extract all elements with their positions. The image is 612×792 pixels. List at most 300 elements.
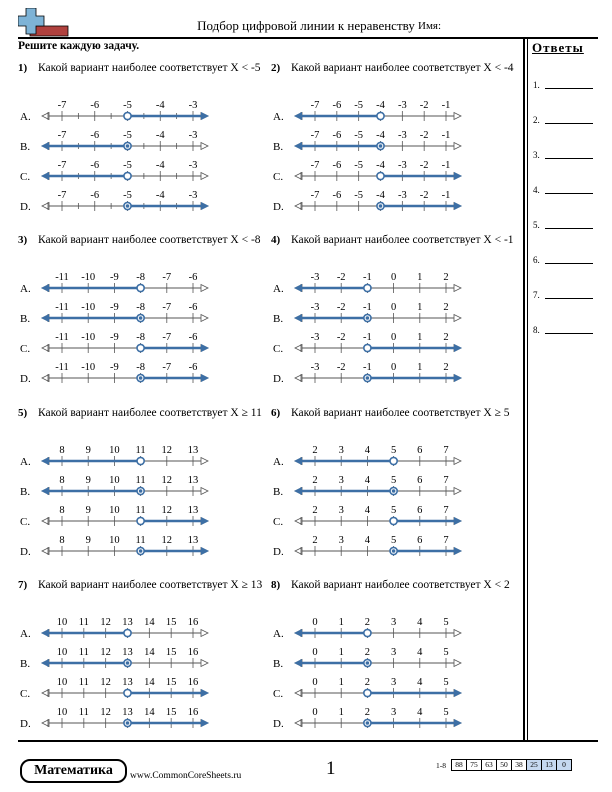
tick-label: -6	[188, 302, 198, 313]
tick-label: 3	[390, 617, 397, 628]
right-arrow-icon	[201, 315, 208, 322]
tick-label: 10	[109, 505, 120, 516]
tick-label: -2	[419, 130, 429, 141]
option-c[interactable]	[273, 156, 453, 186]
closed-circle-dot	[379, 144, 383, 148]
tick-label: 16	[187, 707, 199, 718]
option-a[interactable]	[273, 96, 453, 126]
option-label: A.	[273, 111, 284, 123]
number-line	[20, 613, 202, 643]
right-arrow-icon	[201, 488, 208, 495]
tick-label: -1	[363, 302, 372, 313]
option-d[interactable]	[20, 703, 200, 733]
tick-label: -1	[363, 272, 372, 283]
ray-arrow-icon	[294, 629, 302, 637]
option-label: D.	[20, 373, 31, 385]
right-arrow-icon	[454, 143, 461, 150]
tick-label: -4	[376, 190, 385, 201]
problem-number: 1)	[18, 62, 28, 74]
tick-label: 1	[417, 332, 423, 343]
tick-label: 15	[165, 647, 177, 658]
right-arrow-icon	[454, 660, 461, 667]
answer-blank[interactable]	[545, 263, 593, 264]
option-label: D.	[20, 718, 31, 730]
option-d[interactable]	[20, 358, 200, 388]
tick-label: 7	[443, 445, 449, 456]
tick-label: 0	[312, 647, 318, 658]
tick-label: -1	[363, 362, 372, 373]
option-label: C.	[20, 688, 31, 700]
problem-question: Какой вариант наиболее соответствует X < -4	[291, 62, 514, 74]
option-b[interactable]	[20, 643, 200, 673]
number-line	[20, 268, 202, 298]
number-line	[273, 298, 455, 328]
ray-arrow-icon	[454, 172, 462, 180]
tick-label: 9	[85, 475, 91, 486]
answer-blank[interactable]	[545, 158, 593, 159]
tick-label: 7	[443, 475, 449, 486]
tick-label: 12	[100, 707, 111, 718]
tick-label: 3	[338, 535, 344, 546]
tick-label: 13	[122, 647, 133, 658]
number-line	[273, 96, 455, 126]
answer-number: 6.	[533, 255, 540, 265]
closed-circle-dot	[126, 204, 130, 208]
tick-label: -4	[155, 160, 165, 171]
tick-label: -3	[188, 190, 198, 201]
tick-label: 11	[135, 445, 146, 456]
problem-question: Какой вариант наиболее соответствует X ≥ 11	[38, 407, 262, 419]
tick-label: -8	[136, 362, 145, 373]
tick-label: -5	[123, 130, 132, 141]
tick-label: -9	[110, 272, 119, 283]
answer-row	[533, 115, 598, 125]
tick-label: 8	[59, 505, 65, 516]
tick-label: 5	[443, 707, 449, 718]
tick-label: 13	[187, 535, 199, 546]
tick-label: 16	[187, 617, 199, 628]
tick-label: 0	[390, 362, 397, 373]
option-b[interactable]	[273, 643, 453, 673]
closed-circle-dot	[126, 721, 130, 725]
ray-arrow-icon	[41, 142, 49, 150]
tick-label: 8	[59, 535, 65, 546]
tick-label: 4	[364, 475, 371, 486]
tick-label: 10	[56, 617, 68, 628]
option-label: A.	[20, 111, 31, 123]
number-line	[20, 186, 202, 216]
ray-arrow-icon	[41, 172, 49, 180]
tick-label: 0	[390, 302, 397, 313]
option-label: C.	[273, 516, 284, 528]
ray-arrow-icon	[41, 457, 49, 465]
problem-8	[271, 579, 516, 739]
number-line	[273, 268, 455, 298]
tick-label: 1	[417, 362, 423, 373]
option-c[interactable]	[273, 673, 453, 703]
right-arrow-icon	[201, 458, 208, 465]
ray-arrow-icon	[294, 659, 302, 667]
score-cell: 75	[466, 759, 482, 771]
option-a[interactable]	[20, 268, 200, 298]
closed-circle-dot	[392, 489, 396, 493]
tick-label: -5	[123, 160, 132, 171]
answer-number: 7.	[533, 290, 540, 300]
tick-label: 3	[390, 647, 397, 658]
right-arrow-icon	[201, 630, 208, 637]
tick-label: 0	[390, 332, 397, 343]
open-circle	[124, 112, 131, 119]
answer-row	[533, 290, 598, 300]
tick-label: -8	[136, 272, 145, 283]
tick-label: 7	[443, 505, 449, 516]
tick-label: -7	[310, 160, 320, 171]
closed-circle-dot	[366, 661, 370, 665]
header-rule	[18, 37, 598, 39]
closed-circle-dot	[366, 721, 370, 725]
closed-circle-dot	[392, 549, 396, 553]
tick-label: 2	[443, 332, 449, 343]
tick-label: -2	[336, 302, 346, 313]
number-line	[20, 328, 202, 358]
tick-label: 5	[443, 617, 449, 628]
ray-arrow-icon	[454, 374, 462, 382]
open-circle	[377, 112, 384, 119]
ray-arrow-icon	[201, 689, 209, 697]
tick-label: 16	[187, 677, 199, 688]
answer-row	[533, 255, 598, 265]
option-label: D.	[20, 201, 31, 213]
tick-label: 3	[390, 707, 397, 718]
closed-circle-dot	[139, 549, 143, 553]
tick-label: 12	[100, 647, 111, 658]
problem-number: 2)	[271, 62, 281, 74]
option-d[interactable]	[273, 703, 453, 733]
tick-label: -6	[90, 190, 100, 201]
ray-arrow-icon	[294, 487, 302, 495]
option-c[interactable]	[273, 328, 453, 358]
number-line	[20, 501, 202, 531]
answer-blank[interactable]	[545, 193, 593, 194]
tick-label: 15	[165, 617, 177, 628]
answer-number: 2.	[533, 115, 540, 125]
tick-label: 15	[165, 707, 177, 718]
name-label: Имя:	[418, 20, 442, 32]
option-d[interactable]	[273, 358, 453, 388]
tick-label: 0	[312, 707, 318, 718]
problem-4	[271, 234, 516, 394]
open-circle	[390, 517, 397, 524]
ray-arrow-icon	[454, 547, 462, 555]
number-line	[20, 126, 202, 156]
option-label: C.	[273, 171, 284, 183]
option-a[interactable]	[20, 441, 200, 471]
ray-arrow-icon	[294, 142, 302, 150]
option-label: A.	[273, 456, 284, 468]
score-cell: 50	[496, 759, 512, 771]
option-c[interactable]	[20, 156, 200, 186]
tick-label: -11	[55, 362, 69, 373]
tick-label: 12	[161, 505, 173, 516]
tick-label: -1	[441, 190, 451, 201]
tick-label: -11	[55, 272, 69, 283]
option-a[interactable]	[273, 441, 453, 471]
option-c[interactable]	[20, 501, 200, 531]
answer-blank[interactable]	[545, 333, 593, 334]
open-circle	[137, 284, 144, 291]
ray-arrow-icon	[41, 314, 49, 322]
tick-label: -2	[336, 332, 346, 343]
ray-arrow-icon	[454, 689, 462, 697]
option-label: A.	[273, 628, 284, 640]
tick-label: -9	[110, 302, 119, 313]
tick-label: -6	[332, 160, 342, 171]
tick-label: 1	[338, 617, 344, 628]
ray-arrow-icon	[201, 374, 209, 382]
tick-label: -6	[332, 100, 342, 111]
tick-label: 13	[122, 677, 133, 688]
tick-label: -6	[188, 362, 198, 373]
tick-label: -5	[354, 190, 364, 201]
problem-number: 8)	[271, 579, 281, 591]
problem-question: Какой вариант наиболее соответствует X < 2	[291, 579, 510, 591]
tick-label: -6	[90, 100, 100, 111]
tick-label: 11	[78, 617, 89, 628]
tick-label: -8	[136, 332, 145, 343]
tick-label: 14	[144, 647, 155, 658]
tick-label: -9	[110, 332, 119, 343]
tick-label: 4	[364, 535, 371, 546]
right-arrow-icon	[201, 660, 208, 667]
score-cell: 25	[526, 759, 542, 771]
answer-row	[533, 220, 598, 230]
right-arrow-icon	[201, 173, 208, 180]
option-label: B.	[20, 486, 31, 498]
number-line	[273, 441, 455, 471]
tick-label: -7	[162, 272, 172, 283]
problem-question: Какой вариант наиболее соответствует X ≥ 13	[38, 579, 263, 591]
option-b[interactable]	[273, 298, 453, 328]
option-label: B.	[273, 313, 284, 325]
problem-5	[18, 407, 263, 567]
tick-label: -7	[162, 332, 172, 343]
tick-label: 2	[443, 272, 449, 283]
answer-row	[533, 185, 598, 195]
closed-circle-dot	[139, 489, 143, 493]
tick-label: 10	[56, 707, 68, 718]
closed-circle-dot	[139, 376, 143, 380]
tick-label: 8	[59, 475, 65, 486]
tick-label: -7	[310, 190, 320, 201]
option-a[interactable]	[20, 96, 200, 126]
option-a[interactable]	[20, 613, 200, 643]
number-line	[273, 673, 455, 703]
answers-divider	[523, 37, 525, 740]
tick-label: -8	[136, 302, 145, 313]
open-circle	[364, 344, 371, 351]
tick-label: 11	[78, 647, 89, 658]
tick-label: -2	[419, 190, 429, 201]
ray-arrow-icon	[294, 112, 302, 120]
option-c[interactable]	[273, 501, 453, 531]
answer-blank[interactable]	[545, 123, 593, 124]
tick-label: 11	[135, 505, 146, 516]
option-label: B.	[273, 486, 284, 498]
right-arrow-icon	[454, 630, 461, 637]
ray-arrow-icon	[201, 202, 209, 210]
option-label: D.	[273, 718, 284, 730]
tick-label: 12	[161, 535, 173, 546]
open-circle	[137, 517, 144, 524]
number-line	[20, 441, 202, 471]
option-b[interactable]	[20, 298, 200, 328]
problem-number: 3)	[18, 234, 28, 246]
tick-label: 11	[78, 677, 89, 688]
number-line	[20, 703, 202, 733]
tick-label: 11	[135, 475, 146, 486]
number-line	[20, 643, 202, 673]
option-label: C.	[20, 516, 31, 528]
problem-question: Какой вариант наиболее соответствует X < -8	[38, 234, 261, 246]
option-d[interactable]	[20, 186, 200, 216]
worksheet-title: Подбор цифровой линии к неравенству	[197, 18, 415, 33]
tick-label: 13	[187, 505, 199, 516]
tick-label: -7	[162, 302, 172, 313]
number-line	[273, 531, 455, 561]
number-line	[20, 96, 202, 126]
option-label: C.	[273, 343, 284, 355]
open-circle	[390, 457, 397, 464]
right-arrow-icon	[454, 458, 461, 465]
option-label: A.	[20, 456, 31, 468]
tick-label: -5	[354, 160, 364, 171]
open-circle	[377, 172, 384, 179]
problem-number: 4)	[271, 234, 281, 246]
problem-7	[18, 579, 263, 739]
option-b[interactable]	[273, 126, 453, 156]
option-c[interactable]	[20, 328, 200, 358]
option-label: C.	[20, 343, 31, 355]
score-cell: 13	[541, 759, 557, 771]
tick-label: 9	[85, 505, 91, 516]
option-a[interactable]	[273, 268, 453, 298]
tick-label: 12	[100, 677, 111, 688]
tick-label: 0	[312, 617, 318, 628]
tick-label: 6	[417, 445, 423, 456]
option-d[interactable]	[273, 531, 453, 561]
tick-label: -4	[155, 130, 165, 141]
option-label: C.	[273, 688, 284, 700]
tick-label: 4	[417, 617, 423, 628]
tick-label: -5	[354, 130, 364, 141]
tick-label: 1	[417, 272, 423, 283]
open-circle	[124, 689, 131, 696]
option-b[interactable]	[273, 471, 453, 501]
option-label: B.	[20, 658, 31, 670]
ray-arrow-icon	[41, 629, 49, 637]
closed-circle-dot	[139, 316, 143, 320]
open-circle	[124, 172, 131, 179]
tick-label: -3	[310, 272, 320, 283]
answer-number: 8.	[533, 325, 540, 335]
tick-label: -4	[155, 100, 165, 111]
tick-label: 2	[364, 677, 371, 688]
option-d[interactable]	[20, 531, 200, 561]
tick-label: -7	[57, 130, 67, 141]
tick-label: 13	[122, 617, 133, 628]
problem-number: 7)	[18, 579, 28, 591]
answer-row	[533, 150, 598, 160]
number-line	[273, 703, 455, 733]
ray-arrow-icon	[201, 719, 209, 727]
tick-label: -4	[376, 130, 385, 141]
tick-label: 2	[443, 302, 449, 313]
option-b[interactable]	[20, 471, 200, 501]
tick-label: 1	[338, 707, 344, 718]
score-table	[436, 759, 572, 771]
answer-blank[interactable]	[545, 298, 593, 299]
tick-label: -6	[332, 190, 342, 201]
option-a[interactable]	[273, 613, 453, 643]
tick-label: -10	[81, 272, 96, 283]
problem-2	[271, 62, 516, 222]
tick-label: -7	[57, 100, 67, 111]
answer-number: 1.	[533, 80, 540, 90]
number-line	[20, 471, 202, 501]
open-circle	[364, 629, 371, 636]
score-cell: 38	[511, 759, 527, 771]
tick-label: -3	[310, 362, 320, 373]
tick-label: -11	[55, 302, 69, 313]
number-line	[273, 613, 455, 643]
option-c[interactable]	[20, 673, 200, 703]
tick-label: 14	[144, 677, 155, 688]
answer-blank[interactable]	[545, 88, 593, 89]
tick-label: 9	[85, 445, 91, 456]
tick-label: -2	[419, 100, 429, 111]
tick-label: -11	[55, 332, 69, 343]
tick-label: -3	[188, 130, 198, 141]
answer-blank[interactable]	[545, 228, 593, 229]
answers-title: Ответы	[532, 40, 584, 55]
tick-label: -5	[123, 190, 132, 201]
tick-label: 13	[187, 475, 199, 486]
tick-label: 11	[78, 707, 89, 718]
tick-label: 2	[364, 707, 371, 718]
tick-label: 13	[187, 445, 199, 456]
tick-label: -1	[441, 130, 451, 141]
ray-arrow-icon	[294, 457, 302, 465]
ray-arrow-icon	[41, 487, 49, 495]
site-url[interactable]: www.CommonCoreSheets.ru	[130, 771, 242, 781]
option-d[interactable]	[273, 186, 453, 216]
tick-label: -4	[155, 190, 165, 201]
footer-rule	[18, 740, 598, 742]
tick-label: -10	[81, 302, 96, 313]
tick-label: 10	[109, 445, 120, 456]
tick-label: 7	[443, 535, 449, 546]
right-arrow-icon	[201, 143, 208, 150]
option-b[interactable]	[20, 126, 200, 156]
tick-label: 2	[364, 647, 371, 658]
tick-label: -3	[188, 160, 198, 171]
tick-label: 3	[390, 677, 397, 688]
tick-label: 5	[443, 647, 449, 658]
number-line	[273, 328, 455, 358]
closed-circle-dot	[366, 316, 370, 320]
number-line	[20, 156, 202, 186]
tick-label: 5	[390, 505, 397, 516]
